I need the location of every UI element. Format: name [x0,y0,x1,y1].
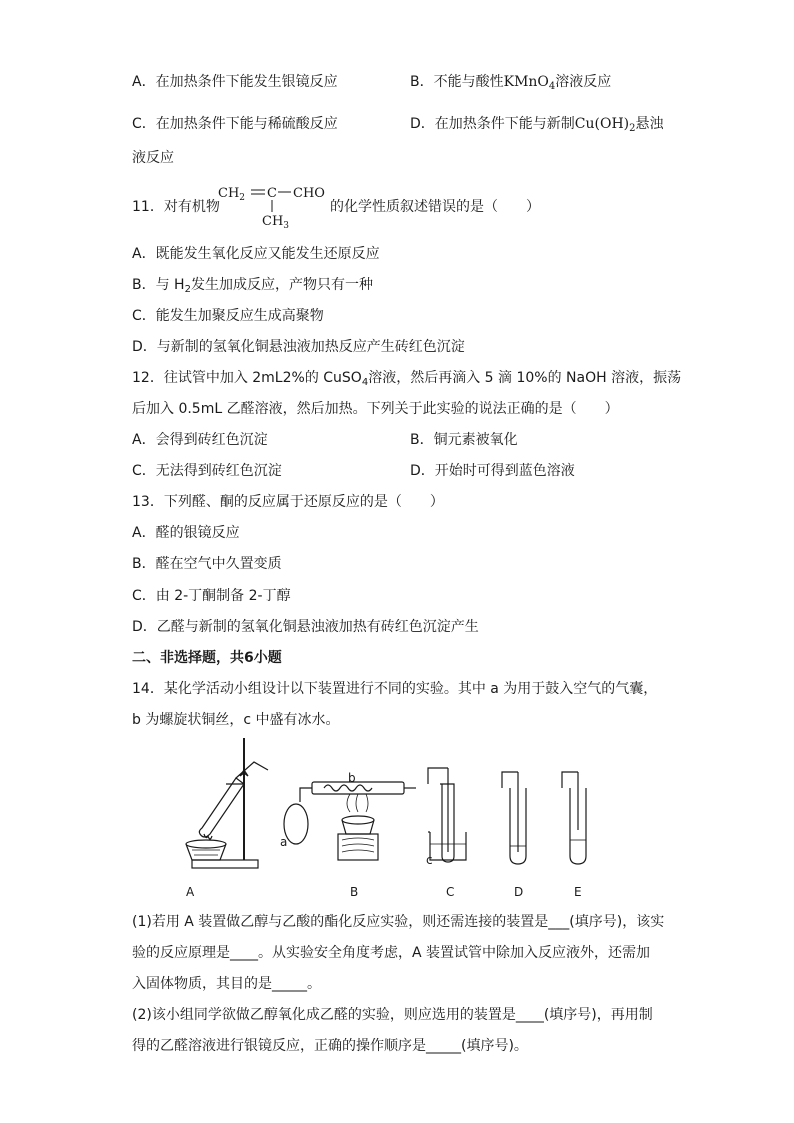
apparatus-b [284,782,416,860]
section-heading: 二、非选择题，共6小题 [132,650,282,666]
air-tube-b [300,788,312,802]
q12-stem-line2: 后加入 0.5mL 乙醛溶液，然后加热。下列关于此实验的说法正确的是（ ） [132,401,619,417]
label-c-lower: c [426,853,433,867]
label-c-upper: C [446,885,455,899]
apparatus-d [502,772,526,864]
test-tube-a [199,778,244,837]
q14-part1-line2: 验的反应原理是____。从实验安全角度考虑，A 装置试管中除加入反应液外，还需加 [132,945,651,961]
formula-cho: CHO [293,186,325,201]
formula-ch2: $CH_2$ [218,186,246,203]
q12-line1-text: 12．往试管中加入 2mL2%的 CuSO [132,370,362,386]
label-d-upper: D [514,885,524,899]
q13-option-b: B．醛在空气中久置变质 [132,556,282,572]
q13-option-c: C．由 2-丁酮制备 2-丁醇 [132,588,291,604]
stand-base [192,860,258,868]
apparatus-c [428,768,466,862]
q13-option-a: A．醛的银镜反应 [132,525,240,541]
apparatus-e [562,772,586,864]
q12-option-a: A．会得到砖红色沉淀 [132,432,268,448]
burner-body-b [342,820,374,834]
q14-stem-line1: 14．某化学活动小组设计以下装置进行不同的实验。其中 a 为用于鼓入空气的气囊， [132,681,658,697]
cuoh2-sub: 2 [629,123,636,134]
cuso4-sub: 4 [361,377,369,388]
q12-option-d: D．开始时可得到蓝色溶液 [410,463,575,479]
label-a-lower: a [280,835,288,849]
q14-part1-line3: 入固体物质，其目的是_____。 [132,976,321,992]
q10-option-b-formula [504,74,556,90]
q11-option-c: C．能发生加聚反应生成高聚物 [132,308,324,324]
q11-structural-formula [218,181,330,229]
q11-stem-start: 11．对有机物 [132,199,220,215]
cuoh2-main: Cu(OH) [574,116,630,132]
q13-stem: 13．下列醛、酮的反应属于还原反应的是（ ） [132,494,444,510]
delivery-tube-d-bend [502,772,518,788]
q12-option-c: C．无法得到砖红色沉淀 [132,463,282,479]
horizontal-tube-b [312,782,404,794]
burner-top-b [342,816,374,824]
q10-option-d [410,114,664,139]
q14-stem-line2: b 为螺旋状铜丝，c 中盛有冰水。 [132,712,340,728]
q14-part2-line1: (2)该小组同学欲做乙醇氧化成乙醛的实验，则应选用的装置是____(填序号)，再用制 [132,1007,653,1023]
q11-option-a: A．既能发生氧化反应又能发生还原反应 [132,246,380,262]
q11-stem-end: 的化学性质叙述错误的是（ ） [330,199,540,215]
h2-sub: 2 [184,284,191,295]
q10-option-b-tail: 溶液反应 [555,74,612,90]
q10-option-c: C．在加热条件下能与稀硫酸反应 [132,116,338,132]
copper-coil-b [324,785,372,791]
wood-grain-b [342,838,374,852]
kmno4-sub: 4 [548,81,556,92]
q12-option-b: B．铜元素被氧化 [410,432,518,448]
heat-lines-b [347,794,368,812]
q14-part2-line2: 得的乙醛溶液进行银镜反应，正确的操作顺序是_____(填序号)。 [132,1038,528,1054]
burner-liquid-a [192,850,220,855]
q11-option-b-tail: 发生加成反应，产物只有一种 [190,277,373,293]
q11-option-b-text: B．与 H [132,277,185,293]
test-tube-c [440,784,454,862]
q13-option-d: D．乙醛与新制的氢氧化铜悬浊液加热有砖红色沉淀产生 [132,619,479,635]
q10-option-b-text: B．不能与酸性 [410,74,504,90]
apparatus-diagram [178,736,618,902]
label-a-upper: A [186,885,195,899]
q10-option-d-formula [575,116,636,132]
burner-top-a [186,840,226,848]
delivery-tube-c-bend [428,768,448,784]
q12-line1-tail: 溶液，然后再滴入 5 滴 10%的 NaOH 溶液，振荡 [368,370,682,386]
q10-option-d-tail: 悬浊 [635,116,664,132]
formula-c: C [267,186,277,201]
q10-option-d-continued: 液反应 [132,150,174,166]
air-bag-a [284,804,308,844]
formula-ch3: $CH_3$ [262,214,290,229]
q10-option-b [410,72,611,97]
q14-part1-line1: (1)若用 A 装置做乙醇与乙酸的酯化反应实验，则还需连接的装置是___(填序号)，该实 [132,914,665,930]
label-b-lower: b [348,771,356,785]
q10-option-a: A．在加热条件下能发生银镜反应 [132,74,338,90]
q11-option-d: D．与新制的氢氧化铜悬浊液加热反应产生砖红色沉淀 [132,339,465,355]
delivery-tube-e-bend [562,772,578,788]
label-e-upper: E [574,885,582,899]
q12-stem-line1 [132,368,681,393]
apparatus-a [186,738,268,868]
q10-option-d-text: D．在加热条件下能与新制 [410,116,575,132]
label-b-upper: B [350,885,359,899]
kmno4-main: KMnO [503,74,549,90]
q11-option-b [132,275,373,300]
flame-a [204,834,212,839]
